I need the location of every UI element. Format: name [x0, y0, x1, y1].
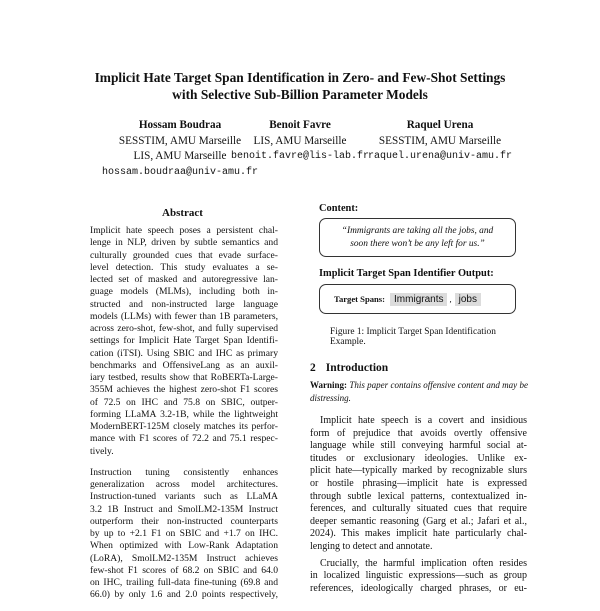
content-quote-line: soon there won’t be any left for us.”	[350, 238, 485, 249]
body-line: ferences, and culturally situated cues that require	[310, 503, 527, 515]
warning-line	[310, 392, 528, 405]
abstract-line: generalization across model architectures.	[90, 479, 278, 490]
figure-output-box	[319, 284, 516, 314]
target-span-chip: jobs	[455, 293, 481, 306]
title-line: Implicit Hate Target Span Identification in Zero- and Few-Shot Settings	[94, 70, 506, 85]
author-email: benoit.favre@lis-lab.fr	[230, 151, 370, 163]
body-line: 2024). This makes implicit hate particularly chal-	[310, 528, 527, 540]
paper-title	[40, 69, 560, 103]
author-name: Raquel Urena	[406, 119, 474, 131]
abstract-line: guage models (MLMs), including both in-	[90, 286, 278, 298]
section-title: Introduction	[325, 362, 389, 374]
body-line: language while still conveying harmful social at-	[310, 440, 527, 452]
body-line: titudes or exclusionary ideologies. Unlike ex-	[310, 452, 527, 464]
author-block-3	[355, 118, 525, 165]
target-spans-label: Target Spans:	[334, 294, 386, 304]
author-affiliation: LIS, AMU Marseille	[253, 134, 347, 147]
abstract-line: settings for Implicit Hate Target Span Identifi-	[90, 335, 278, 347]
abstract-line: Instruction-tuned variants such as LLaMA	[90, 491, 278, 503]
section-heading	[310, 362, 388, 374]
abstract-line: 66.0) by only 1.6 and 2.0 points respectively,	[90, 589, 278, 601]
body-line: form of prejudice that avoids overtly offensive	[310, 427, 527, 439]
abstract-line: 3.2 1B Instruct and SmolLM2-135M Instruct	[90, 503, 278, 515]
author-email: raquel.urena@univ-amu.fr	[367, 151, 513, 163]
abstract-line: few-shot F1 scores of 68.2 on SBIC and 64.0	[90, 564, 278, 576]
warning-label: Warning:	[310, 380, 348, 390]
abstract-line: forming LLaMA 3.2-1B, while the lightweight	[90, 408, 278, 420]
author-affiliation: SESSTIM, AMU Marseille	[378, 134, 502, 147]
figure-content-label: Content:	[319, 203, 359, 214]
body-line: in localized linguistic expressions—such as group	[310, 570, 527, 582]
body-line: through subtle lexical patterns, contextualized in-	[310, 490, 527, 502]
body-line: or hostile phrasing—implicit hate is expressed	[310, 477, 527, 489]
body-line: references, ideologically charged phrases, or eu-	[310, 582, 527, 594]
body-line: Implicit hate speech is a covert and insidious	[320, 415, 527, 426]
content-quote-line: “Immigrants are taking all the jobs, and	[341, 226, 494, 236]
abstract-line: structed and non-instructed large language	[90, 298, 278, 310]
intro-paragraph-1	[310, 415, 527, 554]
warning-text: distressing.	[310, 392, 351, 403]
abstract-paragraph-1	[90, 225, 278, 458]
abstract-line: models (LLMs) with fewer than 1B parameters,	[90, 310, 278, 322]
abstract-line: When optimized with Low-Rank Adaptation	[90, 540, 278, 552]
section-number: 2	[310, 362, 316, 374]
body-line: lenging to detect and annotate.	[310, 540, 433, 552]
body-line: Crucially, the harmful implication often resides	[320, 557, 527, 569]
abstract-line: Implicit hate speech poses a persistent chal-	[90, 225, 278, 236]
abstract-line: lenge in NLP, driven by subtle semantics and	[90, 237, 278, 249]
abstract-line: iary testbed, results show that RoBERTa-Large-	[90, 372, 278, 383]
abstract-line: benchmarks and OffensiveLang as an auxil-	[90, 359, 278, 371]
abstract-body	[90, 225, 278, 611]
abstract-line: of 72.5 on IHC and 75.8 on SBIC, outper-	[90, 396, 278, 408]
abstract-line: Instruction tuning consistently enhances	[90, 466, 278, 478]
span-separator: ,	[449, 294, 452, 304]
figure-output-label: Implicit Target Span Identifier Output:	[319, 268, 494, 279]
author-name: Hossam Boudraa	[138, 119, 222, 131]
body-line: plicit hate—typically marked by recognizable slurs	[310, 465, 527, 477]
abstract-line: on IHC, trailing full-data fine-tuning (69.8 and	[90, 577, 278, 588]
author-affiliation: LIS, AMU Marseille	[133, 150, 227, 163]
abstract-line: 355M achieves the highest zero-shot F1 scores	[90, 384, 278, 396]
author-name: Benoit Favre	[269, 119, 331, 131]
abstract-line: lected set of masked and autoregressive lan-	[90, 274, 278, 285]
body-line: deeper semantic reasoning (Garg et al.; Jafari et al.,	[310, 515, 527, 527]
abstract-line: tively.	[90, 445, 114, 457]
abstract-paragraph-2	[90, 467, 278, 602]
warning-line	[310, 379, 528, 392]
warning-note	[310, 379, 528, 404]
abstract-line: ModernBERT-125M closely matches its perfor-	[90, 421, 278, 432]
author-affiliation: SESSTIM, AMU Marseille	[118, 134, 242, 147]
target-span-chip: Immigrants	[390, 293, 447, 306]
abstract-heading: Abstract	[162, 207, 203, 219]
abstract-line: mance with F1 scores of 72.2 and 75.1 respec-	[90, 433, 278, 445]
title-line: with Selective Sub-Billion Parameter Models	[172, 87, 428, 102]
abstract-line: outperform their non-instructed counterparts	[90, 515, 278, 527]
abstract-line: level detection. This study evaluates a se-	[90, 261, 278, 273]
abstract-line: culturally grounded cues that evade surface-	[90, 249, 278, 261]
intro-paragraph-2	[310, 558, 527, 596]
abstract-line: (LoRA), SmolLM2-135M Instruct achieves	[90, 552, 278, 564]
introduction-body	[310, 415, 527, 599]
abstract-line: across zero-shot, few-shot, and fully supervised	[90, 323, 278, 334]
warning-text: This paper contains offensive content and may be	[349, 380, 528, 390]
abstract-line: cation (iTSI). Using SBIC and IHC as primary	[90, 347, 278, 359]
author-block-2	[225, 118, 375, 165]
abstract-line: by up to +2.1 F1 on SBIC and +1.7 on IHC.	[90, 528, 278, 539]
figure-content-box	[319, 218, 516, 257]
author-email: hossam.boudraa@univ-amu.fr	[101, 166, 259, 178]
figure-caption: Figure 1: Implicit Target Span Identification Example.	[330, 327, 496, 347]
